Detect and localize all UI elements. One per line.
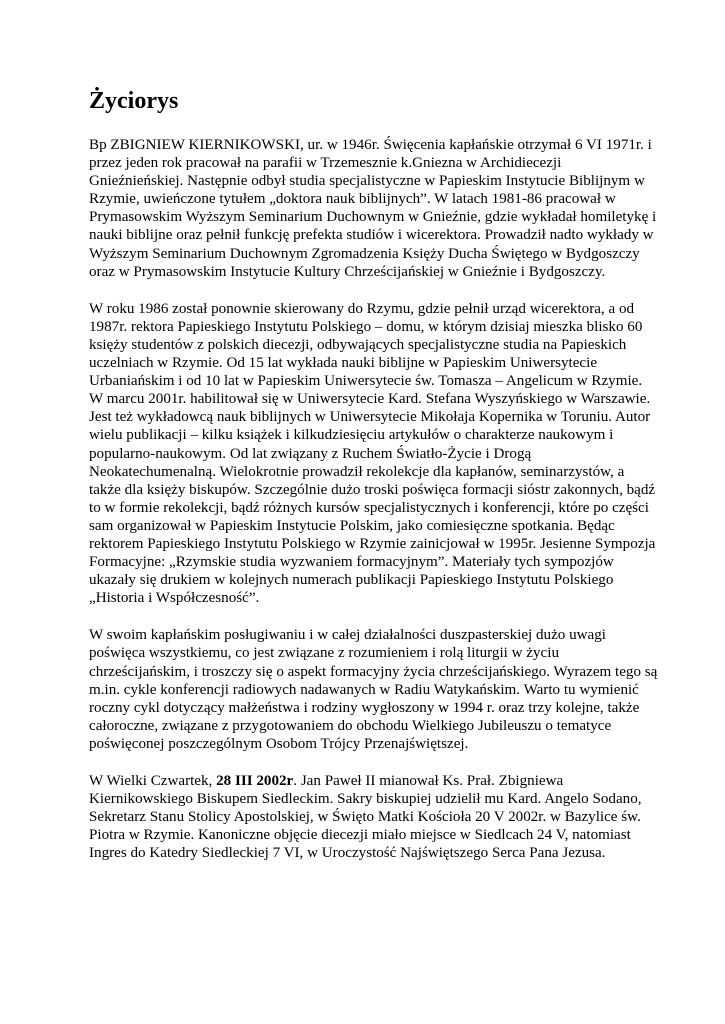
paragraph-4 [89,772,641,862]
document-title: Życiorys [89,88,179,114]
text-line: Neokatechumenalną. Wielokrotnie prowadził rekolekcje dla kapłanów, seminarzystów, a [89,463,625,480]
text-line: W swoim kapłańskim posługiwaniu i w całej działalności duszpasterskiej dużo uwagi [89,627,606,644]
text-line: Gnieźnieńskiej. Następnie odbył studia specjalistyczne w Papieskim Instytucie Biblijnym w [89,173,645,190]
text-line: Sekretarz Stanu Stolicy Apostolskiej, w Święto Matki Kościoła 20 V 2002r. w Bazylice św. [89,809,641,826]
text-line [89,773,563,789]
text-line: Wyższym Seminarium Duchownym Zgromadzenia Księży Ducha Świętego w Bydgoszczy [89,245,640,262]
text-line: Piotra w Rzymie. Kanoniczne objęcie diecezji miało miejsce w Siedlcach 24 V, natomiast [89,827,631,844]
text-line: wielu publikacji – kilku książek i kilkudziesięciu artykułów o charakterze naukowym i [89,427,614,444]
text-line: 1987r. rektora Papieskiego Instytutu Polskiego – domu, w którym dzisiaj mieszka blisko 60 [89,318,643,335]
text-line: przez jeden rok pracował na parafii w Trzemesznie k.Gniezna w Archidiecezji [89,155,562,172]
text-line: roczny cykl dotyczący małżeństwa i rodziny wygłoszony w 1994 r. oraz trzy kolejne, także [89,699,640,716]
text-line: W roku 1986 został ponownie skierowany do Rzymu, gdzie pełnił urząd wicerektora, a od [89,300,635,317]
text-line: Bp ZBIGNIEW KIERNIKOWSKI, ur. w 1946r. Święcenia kapłańskie otrzymał 6 VI 1971r. i [89,137,652,153]
paragraph-1 [89,136,657,281]
text-line: Formacyjne: „Rzymskie studia wyzwaniem formacyjnym”. Materiały tych sympozjów [89,554,614,571]
text-line: to w formie rekolekcji, bądź różnych kursów specjalistycznych i konferencji, które po części [89,499,649,516]
text-line: poświęca wszystkiemu, co jest związane z rozumieniem i rolą liturgii w życiu [89,645,559,662]
text-line: „Historia i Współczesność”. [89,590,260,607]
document-body [89,86,658,881]
text-line: Kiernikowskiego Biskupem Siedleckim. Sakry biskupiej udzielił mu Kard. Angelo Sodano, [89,791,642,808]
text-line: uczelniach w Rzymie. Od 15 lat wykłada nauki biblijne w Papieskim Uniwersytecie [89,355,598,372]
text-line: oraz w Prymasowskim Instytucie Kultury Chrześcijańskiej w Gnieźnie i Bydgoszczy. [89,263,606,280]
text-line: Prymasowskim Wyższym Seminarium Duchownym w Gnieźnie, gdzie wykładał homiletykę i [89,209,657,226]
text-line: chrześcijańskim, i troszczy się o aspekt formacyjny życia chrześcijańskiego. Wyrazem tego są [89,663,658,680]
text-line: Jest też wykładowcą nauk biblijnych w Uniwersytecie Mikołaja Kopernika w Toruniu. Autor [89,409,651,426]
text-run: . Jan Paweł II mianował Ks. Prał. Zbigniewa [293,773,564,789]
paragraph-2 [89,300,656,608]
text-line: Ingres do Katedry Siedleckiej 7 VI, w Uroczystość Najświętszego Serca Pana Jezusa. [89,845,606,862]
text-line: W marcu 2001r. habilitował się w Uniwersytecie Kard. Stefana Wyszyńskiego w Warszawie. [89,391,651,408]
text-line: poświęconej poszczególnym Osobom Trójcy Przenajświętszej. [89,735,469,752]
text-line: księży studentów z polskich diecezji, odbywających specjalistyczne studia na Papieskich [89,336,627,353]
text-line: Urbaniańskim i od 10 lat w Papieskim Uniwersytecie św. Tomasza – Angelicum w Rzymie. [89,373,643,390]
paragraph-3 [89,626,658,753]
text-line: ukazały się drukiem w kolejnych numerach publikacji Papieskiego Instytutu Polskiego [89,572,614,589]
text-line: rektorem Papieskiego Instytutu Polskiego w Rzymie zainicjował w 1995r. Jesienne Sympozja [89,535,656,552]
text-line: nauki biblijne oraz pełnił funkcję prefekta studiów i wicerektora. Prowadził nadto wykłady w [89,227,654,244]
bold-date: 28 III 2002r [216,773,294,789]
text-run: W Wielki Czwartek, [89,773,217,789]
text-line: popularno-naukowym. Od lat związany z Ruchem Światło-Życie i Drogą [89,445,532,462]
text-line: Rzymie, uwieńczone tytułem „doktora nauk biblijnych”. W latach 1981-86 pracował w [89,191,616,208]
text-line: m.in. cykle konferencji radiowych nadawanych w Radiu Watykańskim. Warto tu wymienić [89,681,639,698]
text-line: całoroczne, związane z przygotowaniem do obchodu Wielkiego Jubileuszu o tematyce [89,717,612,734]
text-line: także dla księży biskupów. Szczególnie dużo troski poświęca formacji sióstr zakonnych, bądź [89,481,656,498]
text-line: sam organizował w Papieskim Instytucie Polskim, jako comiesięczne spotkania. Będąc [89,517,615,534]
